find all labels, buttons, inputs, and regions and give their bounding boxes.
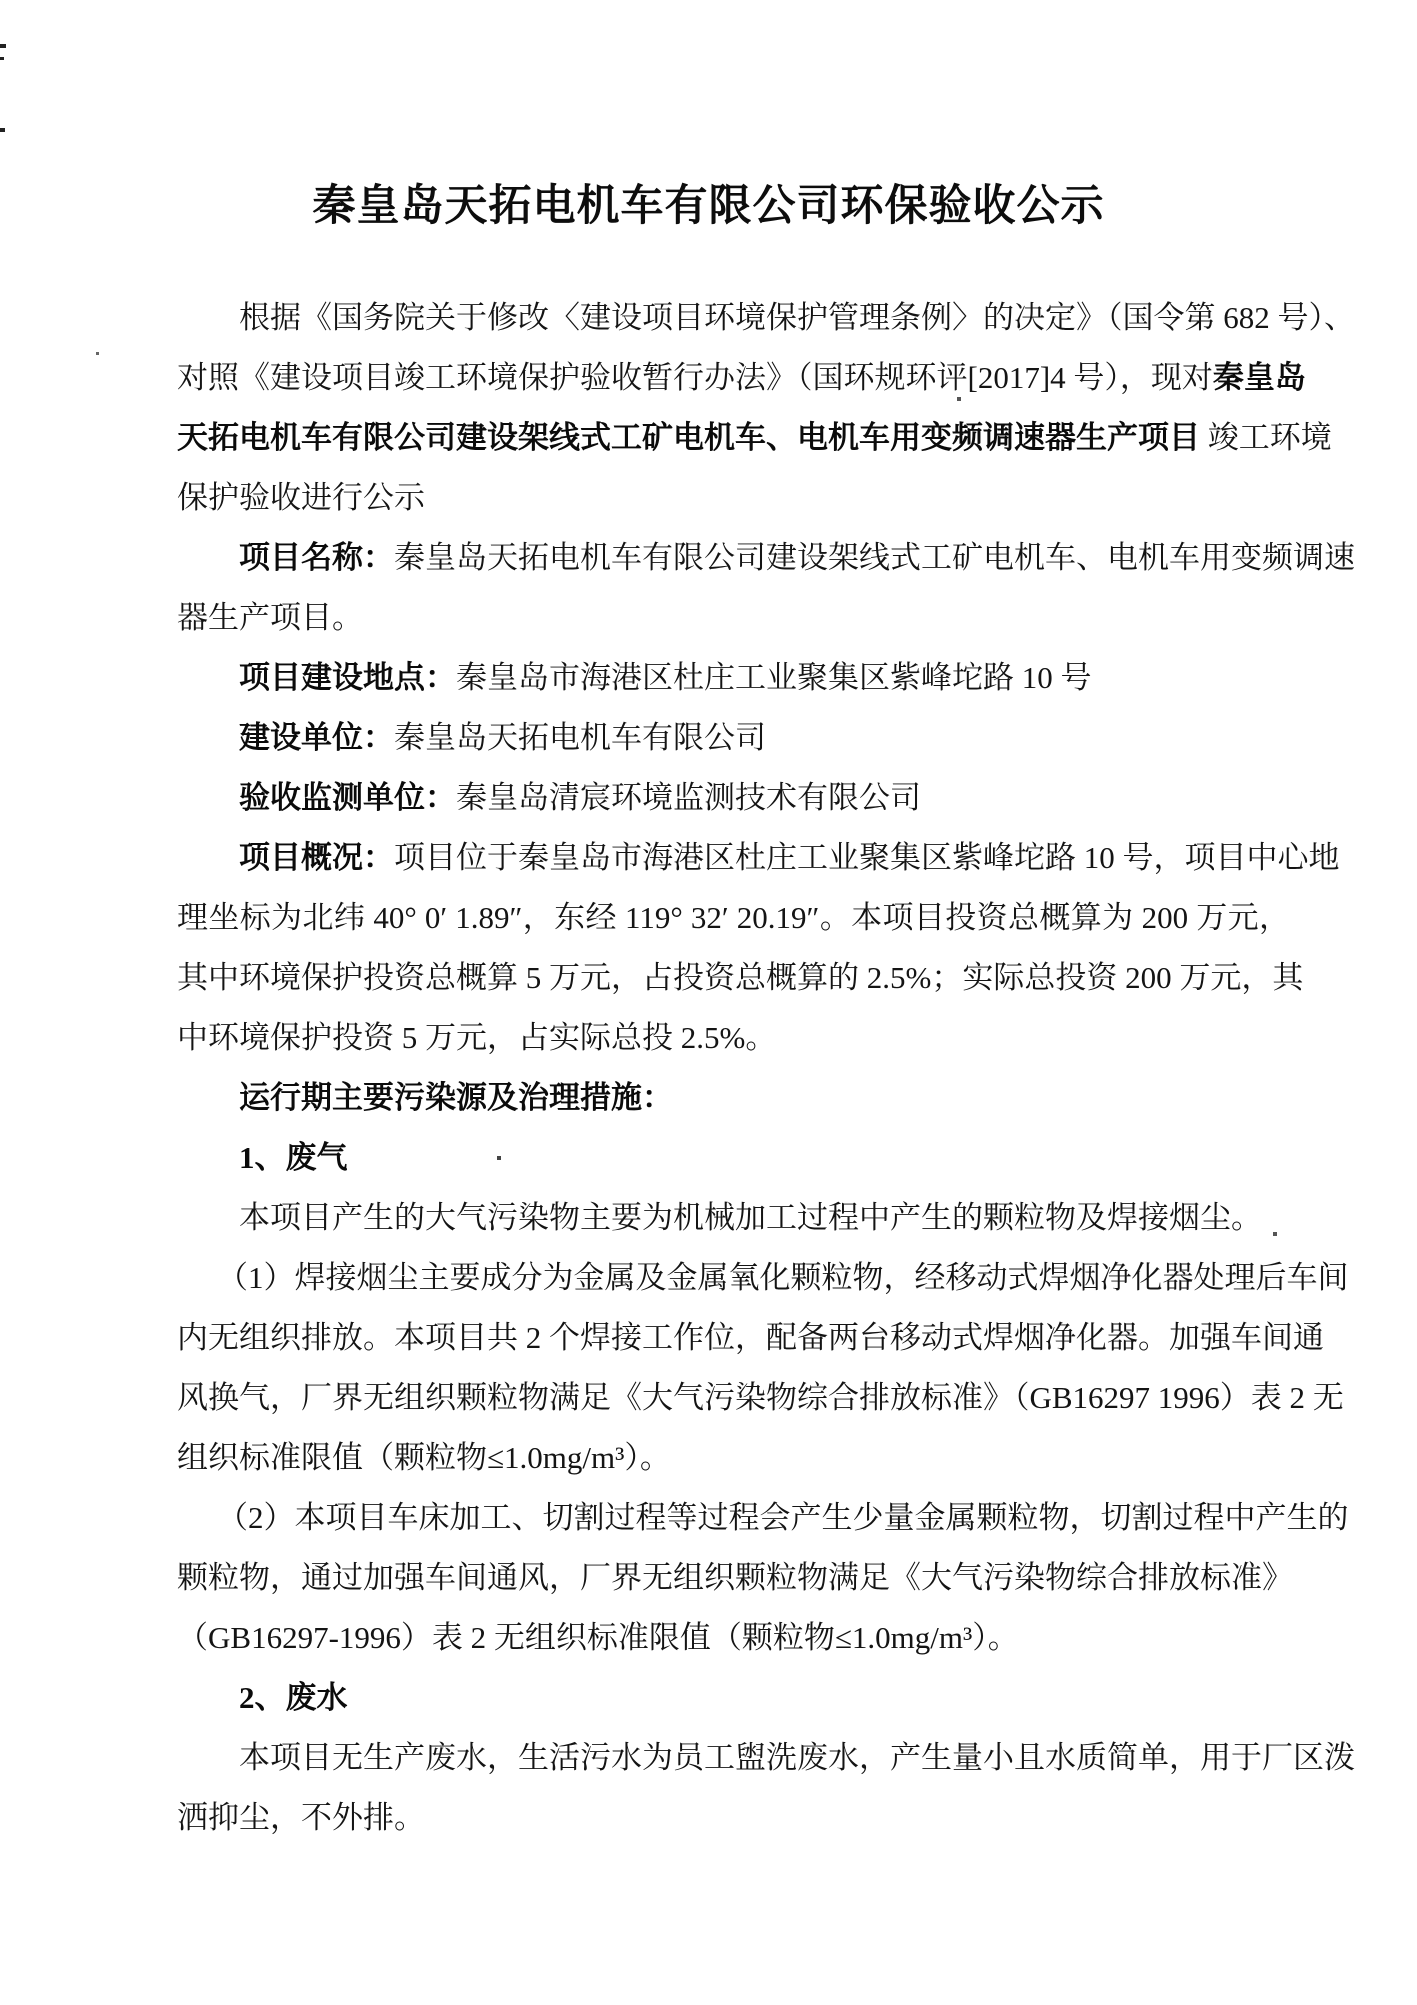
- document-title: 秦皇岛天拓电机车有限公司环保验收公示: [312, 183, 1105, 230]
- text-line: [177, 288, 1355, 348]
- text-line: [177, 1608, 1290, 1668]
- text-segment: 秦皇岛清宸环境监测技术有限公司: [456, 780, 921, 815]
- scan-artifact: [96, 352, 99, 355]
- text-line: [177, 1488, 1349, 1548]
- text-segment: （2）本项目车床加工、切割过程等过程会产生少量金属颗粒物，切割过程中产生的: [217, 1500, 1349, 1535]
- text-segment: 器生产项目。: [177, 600, 363, 635]
- text-segment: 其中环境保护投资总概算 5 万元，占投资总概算的 2.5%；实际总投资 200 万元，其: [177, 960, 1304, 995]
- text-line: [177, 1788, 1290, 1848]
- text-segment: 项目位于秦皇岛市海港区杜庄工业聚集区紫峰坨路 10 号，项目中心地: [394, 840, 1340, 875]
- text-line: [177, 1548, 1293, 1608]
- text-line: [177, 708, 1290, 768]
- bold-text-segment: 项目概况：: [239, 840, 394, 875]
- text-line: [177, 468, 1290, 528]
- text-line: [177, 1128, 1290, 1188]
- bold-text-segment: 项目名称：: [239, 540, 394, 575]
- text-segment: 颗粒物，通过加强车间通风，厂界无组织颗粒物满足《大气污染物综合排放标准》: [177, 1560, 1293, 1595]
- text-line: [177, 528, 1355, 588]
- text-segment: 组织标准限值（颗粒物≤1.0mg/m³）。: [177, 1440, 671, 1475]
- text-line: [177, 1008, 1290, 1068]
- text-segment: 洒抑尘，不外排。: [177, 1800, 425, 1835]
- text-line: [177, 348, 1306, 408]
- text-line: [177, 1728, 1355, 1788]
- bold-text-segment: 2、废水: [239, 1680, 348, 1715]
- text-segment: 理坐标为北纬 40° 0′ 1.89″，东经 119° 32′ 20.19″。本项目投资总概算为 200 万元，: [177, 900, 1290, 935]
- scan-artifact: [0, 44, 6, 48]
- bold-text-segment: 验收监测单位：: [239, 780, 456, 815]
- text-segment: （GB16297-1996）表 2 无组织标准限值（颗粒物≤1.0mg/m³）。: [177, 1620, 1019, 1655]
- text-segment: 根据《国务院关于修改〈建设项目环境保护管理条例〉的决定》（国令第 682 号）、: [239, 300, 1355, 335]
- scan-artifact: [0, 128, 5, 132]
- bold-text-segment: 项目建设地点：: [239, 660, 456, 695]
- text-line: [177, 828, 1340, 888]
- text-segment: 秦皇岛天拓电机车有限公司建设架线式工矿电机车、电机车用变频调速: [394, 540, 1355, 575]
- document-body: [177, 288, 1355, 1848]
- text-segment: 对照《建设项目竣工环境保护验收暂行办法》（国环规环评[2017]4 号），现对: [177, 360, 1213, 395]
- text-line: [177, 408, 1332, 468]
- text-line: [177, 1248, 1349, 1308]
- bold-text-segment: 秦皇岛: [1212, 360, 1306, 395]
- text-line: [177, 1068, 1290, 1128]
- text-line: [177, 888, 1290, 948]
- text-segment: 秦皇岛天拓电机车有限公司: [394, 720, 766, 755]
- text-line: [177, 1368, 1344, 1428]
- text-segment: 中环境保护投资 5 万元，占实际总投 2.5%。: [177, 1020, 777, 1055]
- bold-text-segment: 运行期主要污染源及治理措施：: [239, 1080, 673, 1115]
- text-segment: 本项目产生的大气污染物主要为机械加工过程中产生的颗粒物及焊接烟尘。: [239, 1200, 1262, 1235]
- text-line: [177, 1188, 1290, 1248]
- text-line: [177, 588, 1290, 648]
- bold-text-segment: 天拓电机车有限公司建设架线式工矿电机车、电机车用变频调速器生产项目: [177, 420, 1200, 455]
- text-line: [177, 648, 1290, 708]
- scan-artifact: [0, 57, 4, 60]
- bold-text-segment: 1、废气: [239, 1140, 348, 1175]
- text-segment: （1）焊接烟尘主要成分为金属及金属氧化颗粒物，经移动式焊烟净化器处理后车间: [217, 1260, 1349, 1295]
- text-line: [177, 948, 1304, 1008]
- text-segment: 本项目无生产废水，生活污水为员工盥洗废水，产生量小且水质简单，用于厂区泼: [239, 1740, 1355, 1775]
- text-segment: 内无组织排放。本项目共 2 个焊接工作位，配备两台移动式焊烟净化器。加强车间通: [177, 1320, 1324, 1355]
- text-segment: 风换气，厂界无组织颗粒物满足《大气污染物综合排放标准》（GB16297 1996）表 2 无: [177, 1380, 1344, 1415]
- text-line: [177, 1668, 1290, 1728]
- text-segment: 保护验收进行公示: [177, 480, 425, 515]
- bold-text-segment: 建设单位：: [239, 720, 394, 755]
- text-segment: 秦皇岛市海港区杜庄工业聚集区紫峰坨路 10 号: [456, 660, 1092, 695]
- text-segment: 竣工环境: [1200, 420, 1332, 455]
- text-line: [177, 1428, 1290, 1488]
- text-line: [177, 1308, 1324, 1368]
- text-line: [177, 768, 1290, 828]
